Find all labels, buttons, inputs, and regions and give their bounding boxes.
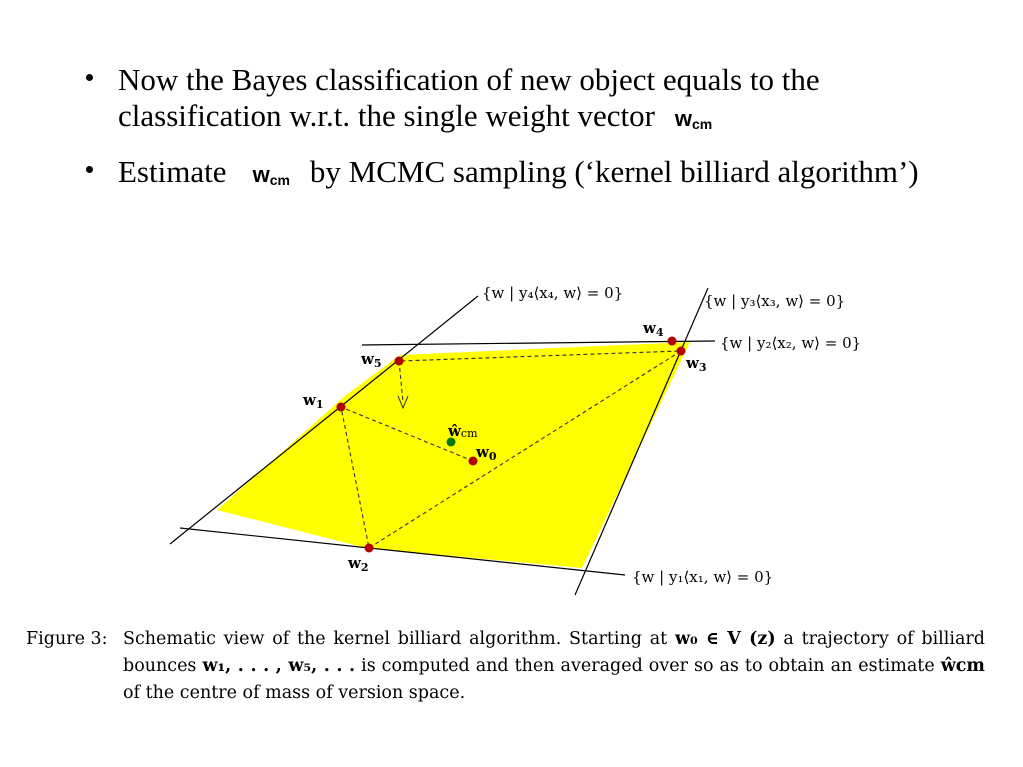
caption-fragment: of the centre of mass of version space. [123,683,466,703]
label-w1: $w_1$ [303,391,324,411]
label-w4: $w_4$ [643,319,664,339]
label-w5: $w_5$ [361,350,382,370]
point-w2 [365,544,374,553]
caption-fragment: is computed and then averaged over so as to obtain an estimate [361,656,935,676]
caption-fragment: Schematic view of the kernel billiard algorithm. Starting at [123,629,668,649]
point-w4 [668,337,677,346]
hyperplane-label-y1: {w | y₁⟨x₁, w⟩ = 0} [632,568,774,586]
label-w3: $w_3$ [686,354,707,374]
caption-math: w₀ ∈ V (z) [674,629,776,649]
point-w1 [337,403,346,412]
hyperplane-label-y2: {w | y₂⟨x₂, w⟩ = 0} [720,334,862,352]
hyperplane-label-y4: {w | y₄⟨x₄, w⟩ = 0} [482,284,624,302]
bullet-text: Now the Bayes classification of new object equals to the classification w.r.t. the single weight vector [118,62,820,133]
caption-math: w₁, . . . , w₅, . . . [202,656,356,676]
version-space-region [217,342,690,568]
label-wcm: ŵcm [448,422,478,440]
point-w3 [677,347,686,356]
hyperplane-label-y3: {w | y₃⟨x₃, w⟩ = 0} [704,292,846,310]
caption-math: ŵcm [940,656,985,676]
label-w2: $w_2$ [348,554,369,574]
caption-text [123,626,985,707]
point-w5 [395,357,404,366]
bullet-text: by MCMC sampling (‘kernel billiard algorithm’) [309,154,919,189]
caption-label: Figure 3: [26,629,108,649]
wcm-symbol: $w_{cm}$ [252,162,290,188]
caption-fragment: a trajectory of billiard bounces [123,629,985,676]
bullet-text: Estimate [118,154,227,189]
wcm-symbol: $w_{cm}$ [674,106,713,132]
label-w0: $w_0$ [476,443,497,463]
